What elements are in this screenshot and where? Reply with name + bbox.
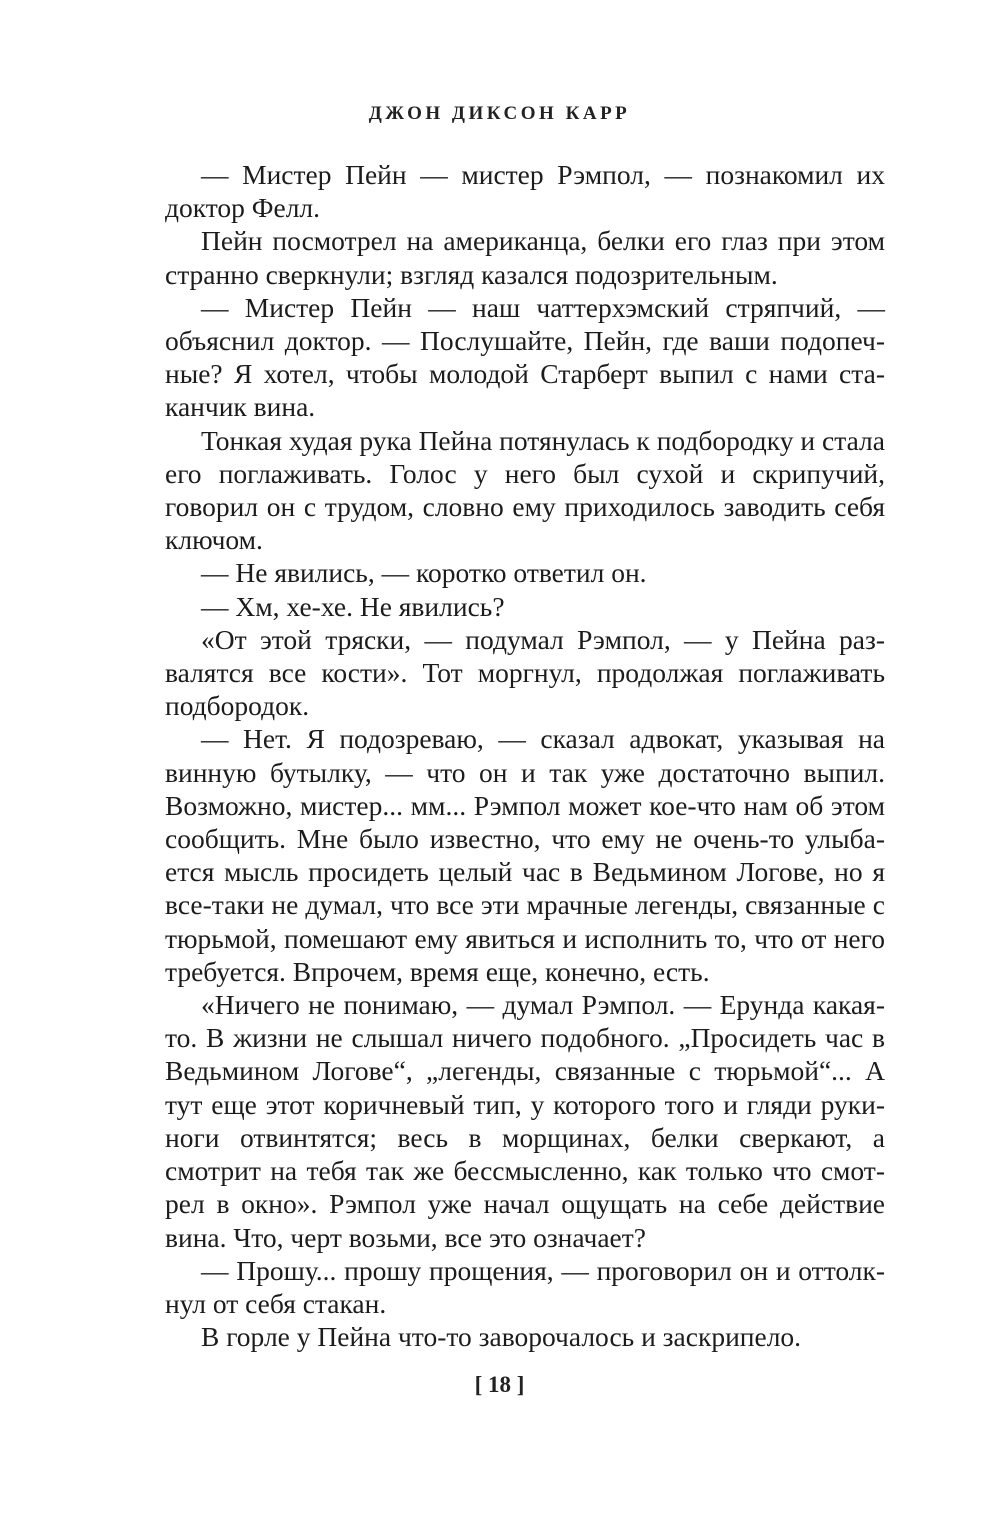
- running-head: ДЖОН ДИКСОН КАРР: [368, 103, 631, 124]
- paragraph: «От этой тряски, — подумал Рэмпол, — у Пейна развалятся все кости». Тот моргнул, продолжая поглаживать подбородок.: [165, 623, 885, 722]
- page-number: [0, 1372, 999, 1398]
- left-bracket: [: [474, 1372, 488, 1397]
- page-number-value: 18: [488, 1372, 511, 1397]
- paragraph: В горле у Пейна что-то заворочалось и заскрипело.: [201, 1321, 802, 1353]
- right-bracket: ]: [511, 1372, 525, 1397]
- paragraph: — Хм, хе-хе. Не явились?: [201, 590, 505, 622]
- paragraph: — Не явились, — коротко ответил он.: [201, 557, 647, 589]
- paragraph: — Нет. Я подозреваю, — сказал адвокат, указывая на винную бутылку, — что он и так уже достаточно выпил. Возможно, мистер... мм... Рэмпол может кое-что нам об этом сообщить. Мне было известно, что ему не очень-то улыбается мысль просидеть целый час в Ведьмином Логове, но я все-таки не думал, что все эти мрачные легенды, связанные с тюрьмой, помешают ему явиться и исполнить то, что от него требуется. Впрочем, время еще, конечно, есть.: [165, 723, 885, 987]
- paragraph: Пейн посмотрел на американца, белки его глаз при этом странно сверкнули; взгляд казался подозрительным.: [165, 225, 885, 290]
- paragraph: — Мистер Пейн — мистер Рэмпол, — познакомил их доктор Фелл.: [165, 159, 885, 224]
- paragraph: — Прошу... прошу прощения, — проговорил он и оттолкнул от себя стакан.: [165, 1254, 885, 1319]
- paragraph: «Ничего не понимаю, — думал Рэмпол. — Ерунда какая-то. В жизни не слышал ничего подобного. „Просидеть час в Ведьмином Логове“, „легенды, связанные с тюрьмой“... А тут еще этот коричневый тип, у которого того и гляди руки-ноги отвинтятся; весь в морщинах, белки сверкают, а смотрит на тебя так же бессмысленно, как только что смотрел в окно». Рэмпол уже начал ощущать на себе действие вина. Что, черт возьми, все это означает?: [165, 989, 885, 1253]
- body-text: [165, 158, 885, 1353]
- paragraph: — Мистер Пейн — наш чаттерхэмский стряпчий, — объяснил доктор. — Послушайте, Пейн, где ваши подопечные? Я хотел, чтобы молодой Старберт выпил с нами стаканчик вина.: [165, 291, 885, 423]
- paragraph: Тонкая худая рука Пейна потянулась к подбородку и стала его поглаживать. Голос у него был сухой и скрипучий, говорил он с трудом, словно ему приходилось заводить себя ключом.: [165, 424, 885, 556]
